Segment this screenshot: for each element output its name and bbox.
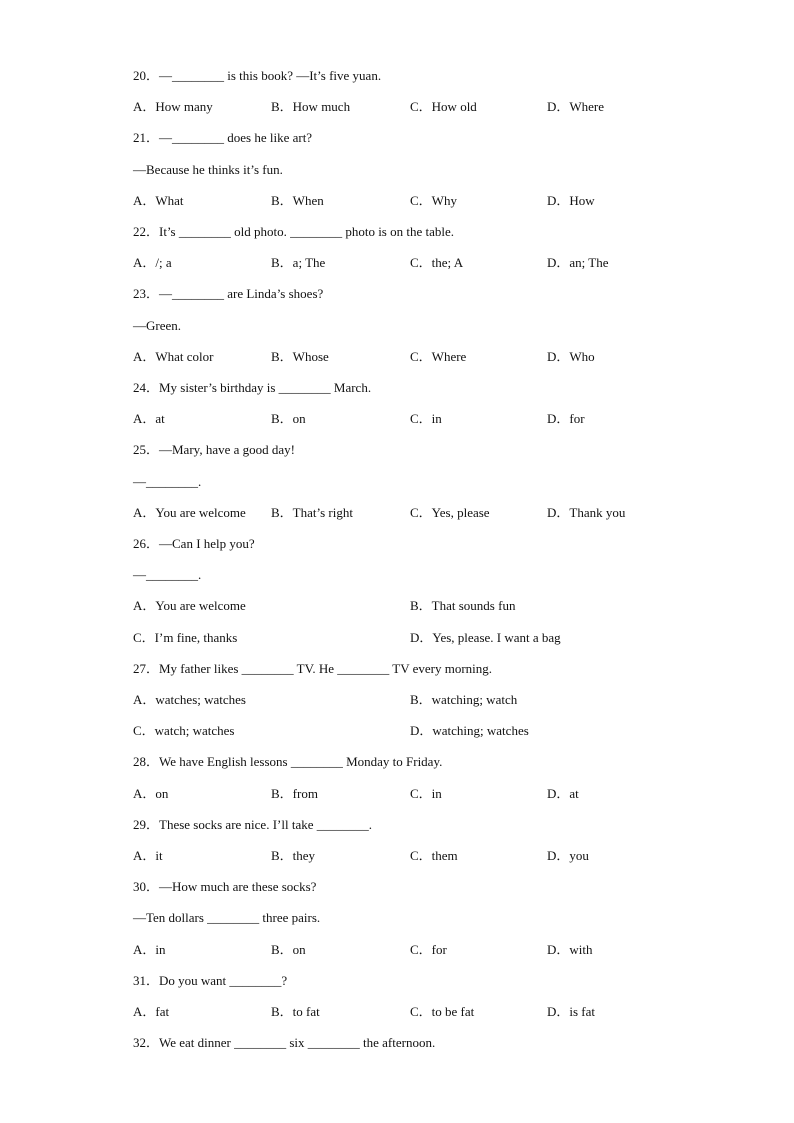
option-b: B．That’s right xyxy=(271,504,353,520)
option-c: C．to be fat xyxy=(410,1004,475,1019)
question-stem: 30．—How much are these socks? xyxy=(133,879,317,895)
question-line: —________. xyxy=(133,567,202,583)
option-c: C．Where xyxy=(410,348,467,364)
option-d: D．with xyxy=(547,941,593,957)
option-a: A．fat xyxy=(133,1004,170,1019)
option-d: D．How xyxy=(547,192,595,208)
option-d: D．Thank you xyxy=(547,504,626,520)
option-b: B．from xyxy=(271,785,318,801)
option-d: D．at xyxy=(547,785,579,801)
option-d: D．watching; watches xyxy=(410,723,529,739)
question-stem: 25．—Mary, have a good day! xyxy=(133,442,295,458)
question-stem: 24．My sister’s birthday is ________ March. xyxy=(133,380,372,395)
question-stem: 29．These socks are nice. I’ll take ________. xyxy=(133,816,372,832)
option-b: B．on xyxy=(271,411,306,427)
option-b: B．they xyxy=(271,848,316,863)
question-stem: 27．My father likes ________ TV. He ________ TV every morning. xyxy=(133,660,493,676)
question-stem: 22．It’s ________ old photo. ________ photo is on the table. xyxy=(133,224,455,239)
option-a: A．it xyxy=(133,848,163,863)
option-d: D．Yes, please. I want a bag xyxy=(410,629,561,645)
option-b: B．When xyxy=(271,192,324,208)
question-stem: 28．We have English lessons ________ Monday to Friday. xyxy=(133,754,443,770)
option-a: A．watches; watches xyxy=(133,692,246,707)
option-a: A．in xyxy=(133,941,166,957)
option-c: C．in xyxy=(410,785,442,801)
option-a: A．What color xyxy=(133,348,214,364)
option-a: A．/; a xyxy=(133,255,172,271)
option-d: D．you xyxy=(547,848,589,863)
option-d: D．is fat xyxy=(547,1004,596,1019)
option-a: A．at xyxy=(133,411,165,427)
option-b: B．to fat xyxy=(271,1004,320,1019)
option-c: C．I’m fine, thanks xyxy=(133,629,238,645)
option-c: C．watch; watches xyxy=(133,723,235,739)
option-d: D．for xyxy=(547,411,585,427)
question-line: —Because he thinks it’s fun. xyxy=(133,161,283,177)
option-a: A．on xyxy=(133,785,169,801)
question-stem: 23．—________ are Linda’s shoes? xyxy=(133,286,324,302)
option-a: A．You are welcome xyxy=(133,598,246,614)
option-d: D．Who xyxy=(547,348,595,364)
question-line: —Ten dollars ________ three pairs. xyxy=(133,910,321,926)
option-b: B．on xyxy=(271,941,306,957)
option-b: B．How much xyxy=(271,99,351,115)
question-stem: 26．—Can I help you? xyxy=(133,536,255,551)
option-a: A．How many xyxy=(133,99,213,115)
question-stem: 20．—________ is this book? —It’s five yuan. xyxy=(133,68,382,83)
option-b: B．Whose xyxy=(271,348,329,364)
option-b: B．watching; watch xyxy=(410,692,518,707)
option-a: A．You are welcome xyxy=(133,504,246,520)
question-line: —Green. xyxy=(133,317,182,333)
option-b: B．That sounds fun xyxy=(410,598,516,614)
option-c: C．for xyxy=(410,941,447,957)
question-stem: 21．—________ does he like art? xyxy=(133,130,313,146)
option-c: C．How old xyxy=(410,99,477,115)
question-stem: 31．Do you want ________? xyxy=(133,972,288,988)
question-line: —________. xyxy=(133,473,202,489)
option-c: C．the; A xyxy=(410,255,464,271)
option-b: B．a; The xyxy=(271,255,326,271)
option-c: C．them xyxy=(410,848,458,863)
option-d: D．Where xyxy=(547,99,605,115)
option-c: C．in xyxy=(410,411,442,427)
option-c: C．Why xyxy=(410,192,457,208)
option-d: D．an; The xyxy=(547,255,609,271)
question-stem: 32．We eat dinner ________ six ________ the afternoon. xyxy=(133,1035,436,1051)
option-a: A．What xyxy=(133,192,184,208)
option-c: C．Yes, please xyxy=(410,504,490,520)
